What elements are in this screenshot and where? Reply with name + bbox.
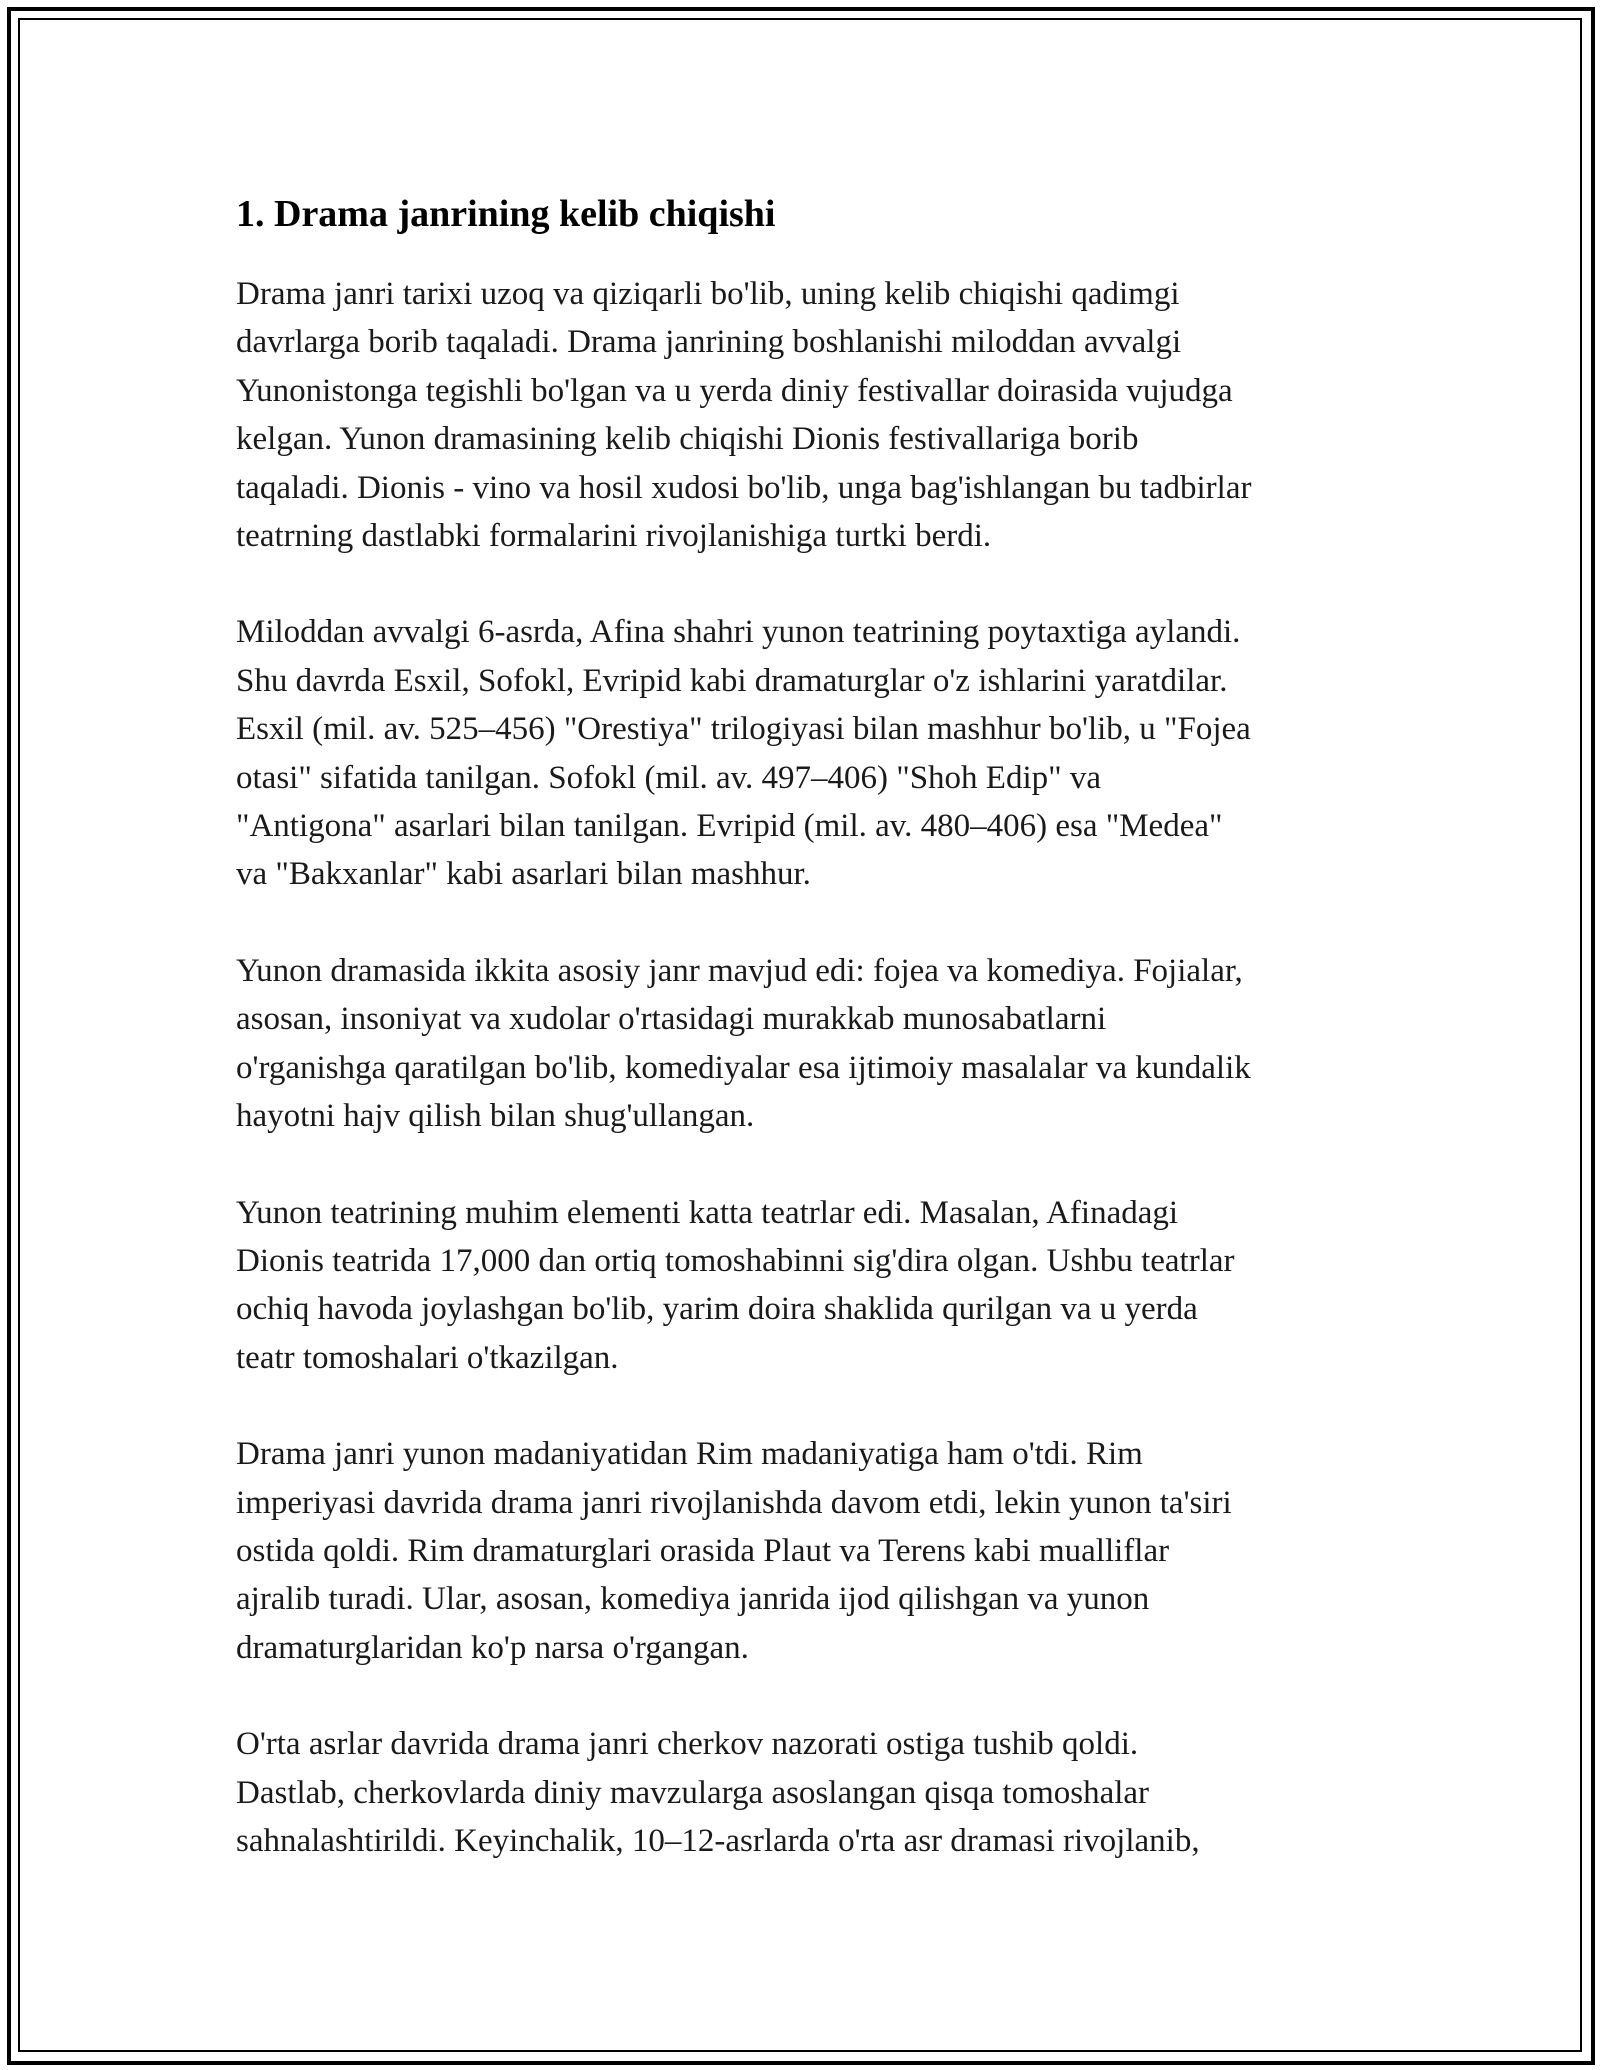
paragraph-middle-ages <box>236 1720 1366 1865</box>
text-line: davrlarga borib taqaladi. Drama janrining boshlanishi miloddan avvalgi <box>236 324 1182 361</box>
text-line: Yunon teatrining muhim elementi katta teatrlar edi. Masalan, Afinadagi <box>236 1194 1179 1231</box>
text-line: o'rganishga qaratilgan bo'lib, komediyalar esa ijtimoiy masalalar va kundalik <box>236 1049 1251 1086</box>
text-line: kelgan. Yunon dramasining kelib chiqishi Dionis festivallariga borib <box>236 421 1139 458</box>
text-line: Drama janri yunon madaniyatidan Rim madaniyatiga ham o'tdi. Rim <box>236 1436 1143 1473</box>
paragraph-rome <box>236 1430 1366 1672</box>
text-line: O'rta asrlar davrida drama janri cherkov nazorati ostiga tushib qoldi. <box>236 1726 1139 1763</box>
text-line: va "Bakxanlar" kabi asarlari bilan mashhur. <box>236 856 811 893</box>
text-line: dramaturglaridan ko'p narsa o'rgangan. <box>236 1629 749 1666</box>
text-line: sahnalashtirildi. Keyinchalik, 10–12-asrlarda o'rta asr dramasi rivojlanib, <box>236 1822 1200 1859</box>
text-line: teatr tomoshalari o'tkazilgan. <box>236 1339 619 1376</box>
paragraph-origins <box>236 270 1366 560</box>
text-line: Yunon dramasida ikkita asosiy janr mavjud edi: fojea va komediya. Fojialar, <box>236 952 1243 989</box>
text-line: Yunonistonga tegishli bo'lgan va u yerda diniy festivallar doirasida vujudga <box>236 372 1233 409</box>
text-line: "Antigona" asarlari bilan tanilgan. Evripid (mil. av. 480–406) esa "Medea" <box>236 808 1223 845</box>
text-line: teatrning dastlabki formalarini rivojlanishiga turtki berdi. <box>236 518 992 555</box>
text-line: hayotni hajv qilish bilan shug'ullangan. <box>236 1098 755 1135</box>
text-line: ostida qoldi. Rim dramaturglari orasida Plaut va Terens kabi mualliflar <box>236 1532 1170 1569</box>
text-line: Shu davrda Esxil, Sofokl, Evripid kabi dramaturglar o'z ishlarini yaratdilar. <box>236 662 1228 699</box>
text-line: otasi" sifatida tanilgan. Sofokl (mil. av. 497–406) "Shoh Edip" va <box>236 759 1101 796</box>
text-line: imperiyasi davrida drama janri rivojlanishda davom etdi, lekin yunon ta'siri <box>236 1484 1232 1521</box>
text-line: ajralib turadi. Ular, asosan, komediya janrida ijod qilishgan va yunon <box>236 1581 1150 1618</box>
paragraph-genres <box>236 947 1366 1141</box>
document-body <box>236 186 1366 1865</box>
paragraph-theatres <box>236 1189 1366 1383</box>
text-line: Drama janri tarixi uzoq va qiziqarli bo'lib, uning kelib chiqishi qadimgi <box>236 276 1180 312</box>
text-line: Esxil (mil. av. 525–456) "Orestiya" trilogiyasi bilan mashhur bo'lib, u "Fojea <box>236 711 1251 748</box>
text-line: Miloddan avvalgi 6-asrda, Afina shahri yunon teatrining poytaxtiga aylandi. <box>236 614 1241 651</box>
text-line: Dionis teatrida 17,000 dan ortiq tomoshabinni sig'dira olgan. Ushbu teatrlar <box>236 1242 1235 1279</box>
text-line: Dastlab, cherkovlarda diniy mavzularga asoslangan qisqa tomoshalar <box>236 1774 1150 1811</box>
text-line: taqaladi. Dionis - vino va hosil xudosi bo'lib, unga bag'ishlangan bu tadbirlar <box>236 469 1252 506</box>
section-heading: 1. Drama janrining kelib chiqishi <box>236 193 776 235</box>
paragraph-athens-playwrights <box>236 608 1366 898</box>
text-line: asosan, insoniyat va xudolar o'rtasidagi murakkab munosabatlarni <box>236 1001 1107 1038</box>
text-line: ochiq havoda joylashgan bo'lib, yarim doira shaklida qurilgan va u yerda <box>236 1291 1198 1328</box>
